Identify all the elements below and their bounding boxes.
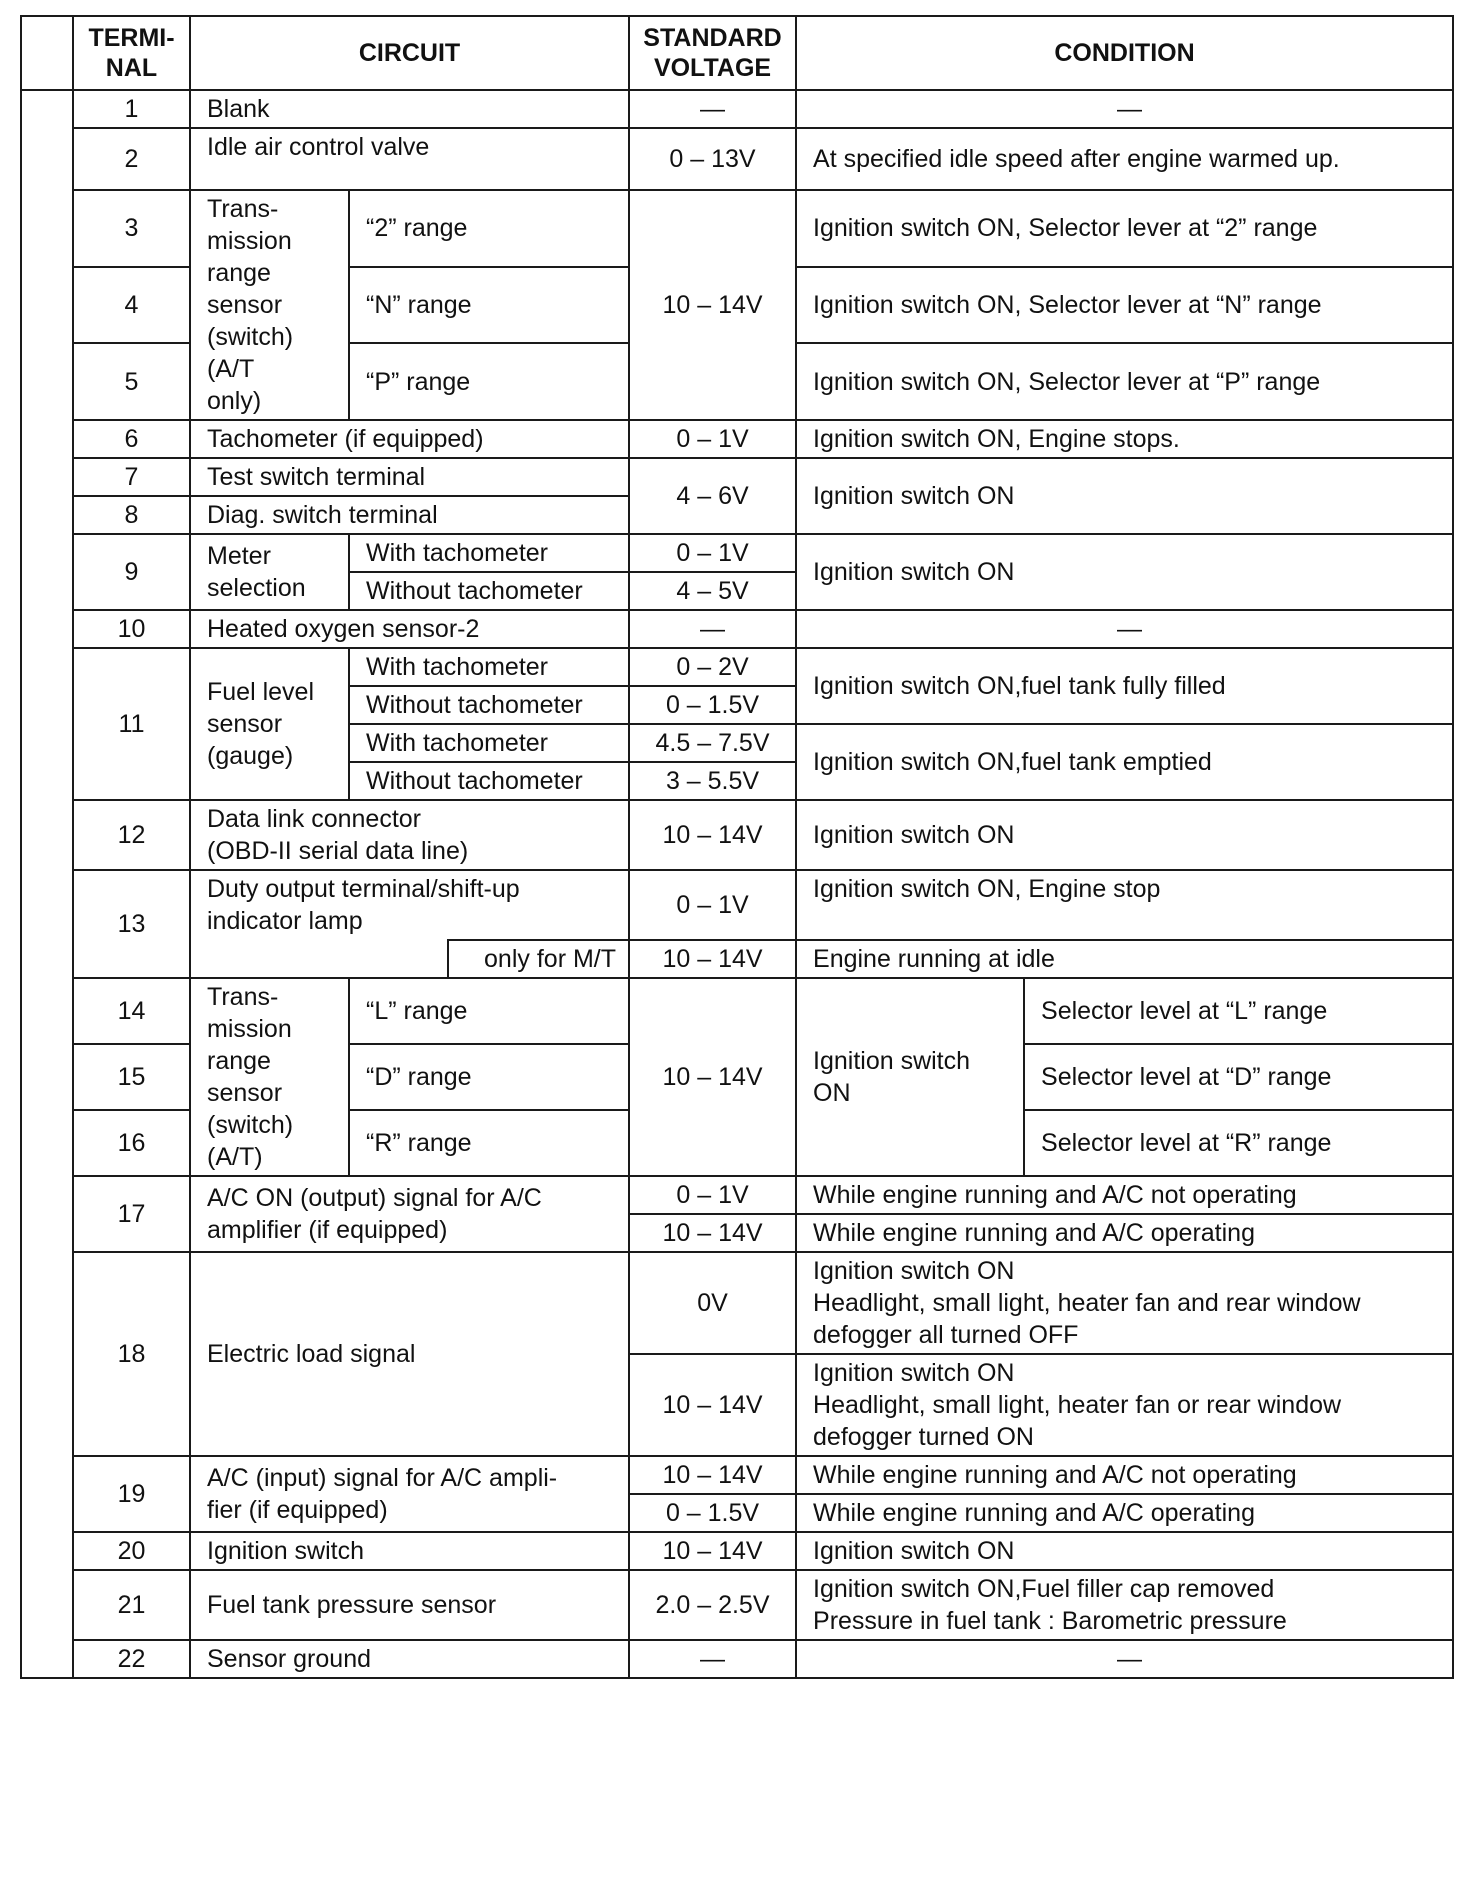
circuit-sub-cell: “R” range [349, 1110, 629, 1176]
voltage-cell: 0 – 1.5V [629, 686, 796, 724]
voltage-cell: 3 – 5.5V [629, 762, 796, 800]
terminal-number: 10 [73, 610, 190, 648]
circuit-cell: Blank [190, 90, 629, 128]
condition-cell: Ignition switch ON,fuel tank emptied [796, 724, 1453, 800]
circuit-cell: Test switch terminal [190, 458, 629, 496]
condition-cell: While engine running and A/C operating [796, 1494, 1453, 1532]
table-row [21, 534, 1453, 572]
condition-cell: Ignition switch ON [796, 800, 1453, 870]
header-terminal: TERMI- NAL [73, 16, 190, 90]
voltage-cell: 0 – 13V [629, 128, 796, 190]
circuit-cell: Sensor ground [190, 1640, 629, 1678]
circuit-cell: Ignition switch [190, 1532, 629, 1570]
voltage-cell: 0V [629, 1252, 796, 1354]
voltage-cell: 10 – 14V [629, 940, 796, 978]
terminal-number: 1 [73, 90, 190, 128]
circuit-cell: Idle air control valve [190, 128, 629, 190]
voltage-cell: 0 – 1V [629, 870, 796, 940]
condition-detail-cell: Selector level at “L” range [1024, 978, 1453, 1044]
voltage-cell: — [629, 1640, 796, 1678]
terminal-number: 15 [73, 1044, 190, 1110]
circuit-sub-cell: “P” range [349, 343, 629, 420]
table-row [21, 978, 1453, 1044]
table-row [21, 458, 1453, 496]
voltage-cell: — [629, 610, 796, 648]
circuit-spacer [190, 940, 448, 978]
terminal-voltage-sheet [20, 15, 1454, 1679]
terminal-number: 6 [73, 420, 190, 458]
condition-detail-cell: Selector level at “D” range [1024, 1044, 1453, 1110]
voltage-cell: 10 – 14V [629, 1456, 796, 1494]
header-voltage: STANDARD VOLTAGE [629, 16, 796, 90]
circuit-cell: Data link connector (OBD-II serial data line) [190, 800, 629, 870]
condition-cell: Ignition switch ON [796, 458, 1453, 534]
circuit-cell: A/C (input) signal for A/C ampli- fier (if equipped) [190, 1456, 629, 1532]
circuit-cell: Fuel tank pressure sensor [190, 1570, 629, 1640]
connector-label-cell [21, 90, 73, 1678]
circuit-sub-cell: “N” range [349, 267, 629, 344]
condition-cell: — [796, 1640, 1453, 1678]
table-row [21, 90, 1453, 128]
terminal-number: 13 [73, 870, 190, 978]
circuit-group-cell: Fuel level sensor (gauge) [190, 648, 349, 800]
terminal-number: 8 [73, 496, 190, 534]
circuit-cell: A/C ON (output) signal for A/C amplifier (if equipped) [190, 1176, 629, 1252]
circuit-cell: Heated oxygen sensor-2 [190, 610, 629, 648]
condition-cell: Ignition switch ON, Selector lever at “P” range [796, 343, 1453, 420]
terminal-number: 3 [73, 190, 190, 267]
terminal-number: 9 [73, 534, 190, 610]
circuit-cell: Electric load signal [190, 1252, 629, 1456]
table-row [21, 1640, 1453, 1678]
circuit-group-cell: Meter selection [190, 534, 349, 610]
circuit-cell: Tachometer (if equipped) [190, 420, 629, 458]
circuit-sub-cell: “D” range [349, 1044, 629, 1110]
terminal-number: 2 [73, 128, 190, 190]
terminal-number: 16 [73, 1110, 190, 1176]
header-condition: CONDITION [796, 16, 1453, 90]
condition-cell: Ignition switch ON [796, 534, 1453, 610]
circuit-sub-cell: Without tachometer [349, 572, 629, 610]
condition-cell: Ignition switch ON, Engine stop [796, 870, 1453, 940]
table-row [21, 128, 1453, 190]
table-row [21, 870, 1453, 940]
terminal-number: 4 [73, 267, 190, 344]
table-row [21, 1252, 1453, 1354]
voltage-cell: 10 – 14V [629, 1214, 796, 1252]
condition-cell: While engine running and A/C operating [796, 1214, 1453, 1252]
table-row [21, 800, 1453, 870]
header-blank [21, 16, 73, 90]
condition-cell: Ignition switch ON, Engine stops. [796, 420, 1453, 458]
voltage-cell: 4 – 5V [629, 572, 796, 610]
condition-cell: Ignition switch ON,Fuel filler cap removed Pressure in fuel tank : Barometric pressure [796, 1570, 1453, 1640]
terminal-number: 19 [73, 1456, 190, 1532]
condition-cell: Ignition switch ON, Selector lever at “N” range [796, 267, 1453, 344]
voltage-cell: 10 – 14V [629, 190, 796, 420]
condition-cell: — [796, 610, 1453, 648]
circuit-group-cell: Trans- mission range sensor (switch) (A/T) [190, 978, 349, 1176]
voltage-cell: 4.5 – 7.5V [629, 724, 796, 762]
terminal-number: 21 [73, 1570, 190, 1640]
circuit-sub-cell: Without tachometer [349, 762, 629, 800]
terminal-number: 22 [73, 1640, 190, 1678]
condition-cell: Ignition switch ON, Selector lever at “2” range [796, 190, 1453, 267]
condition-cell: While engine running and A/C not operating [796, 1456, 1453, 1494]
table-row [21, 610, 1453, 648]
condition-detail-cell: Selector level at “R” range [1024, 1110, 1453, 1176]
circuit-sub-cell: “L” range [349, 978, 629, 1044]
circuit-group-cell: Trans- mission range sensor (switch) (A/T only) [190, 190, 349, 420]
circuit-sub-cell: With tachometer [349, 648, 629, 686]
voltage-cell: 10 – 14V [629, 800, 796, 870]
voltage-cell: 0 – 1V [629, 420, 796, 458]
voltage-cell: 0 – 1V [629, 534, 796, 572]
header-circuit: CIRCUIT [190, 16, 629, 90]
condition-cell: Ignition switch ON Headlight, small light, heater fan or rear window defogger turned ON [796, 1354, 1453, 1456]
voltage-cell: 2.0 – 2.5V [629, 1570, 796, 1640]
voltage-cell: 0 – 2V [629, 648, 796, 686]
terminal-number: 14 [73, 978, 190, 1044]
table-row [21, 190, 1453, 267]
terminal-number: 18 [73, 1252, 190, 1456]
terminal-number: 20 [73, 1532, 190, 1570]
terminal-table [20, 15, 1454, 1679]
terminal-number: 12 [73, 800, 190, 870]
table-row [21, 420, 1453, 458]
condition-cell: Ignition switch ON [796, 1532, 1453, 1570]
table-row [21, 1570, 1453, 1640]
condition-cell: Ignition switch ON Headlight, small light, heater fan and rear window defogger all turned OFF [796, 1252, 1453, 1354]
voltage-cell: 10 – 14V [629, 1354, 796, 1456]
voltage-cell: 10 – 14V [629, 978, 796, 1176]
voltage-cell: 10 – 14V [629, 1532, 796, 1570]
terminal-number: 5 [73, 343, 190, 420]
condition-cell: Ignition switch ON,fuel tank fully filled [796, 648, 1453, 724]
table-row [21, 1456, 1453, 1494]
voltage-cell: 0 – 1.5V [629, 1494, 796, 1532]
circuit-cell: Duty output terminal/shift-up indicator lamp [190, 870, 629, 940]
voltage-cell: 0 – 1V [629, 1176, 796, 1214]
circuit-cell: Diag. switch terminal [190, 496, 629, 534]
terminal-number: 17 [73, 1176, 190, 1252]
table-row [21, 1176, 1453, 1214]
condition-cell: At specified idle speed after engine warmed up. [796, 128, 1453, 190]
condition-cell: — [796, 90, 1453, 128]
circuit-sub-cell: Without tachometer [349, 686, 629, 724]
table-row [21, 1532, 1453, 1570]
terminal-number: 7 [73, 458, 190, 496]
voltage-cell: 4 – 6V [629, 458, 796, 534]
condition-cell: Engine running at idle [796, 940, 1453, 978]
terminal-number: 11 [73, 648, 190, 800]
voltage-cell: — [629, 90, 796, 128]
circuit-sub-cell: With tachometer [349, 724, 629, 762]
circuit-note: only for M/T [448, 940, 629, 978]
table-row [21, 648, 1453, 686]
circuit-sub-cell: “2” range [349, 190, 629, 267]
table-row [21, 940, 1453, 978]
condition-cell: While engine running and A/C not operating [796, 1176, 1453, 1214]
header-row [21, 16, 1453, 90]
condition-cell: Ignition switch ON [796, 978, 1024, 1176]
circuit-sub-cell: With tachometer [349, 534, 629, 572]
